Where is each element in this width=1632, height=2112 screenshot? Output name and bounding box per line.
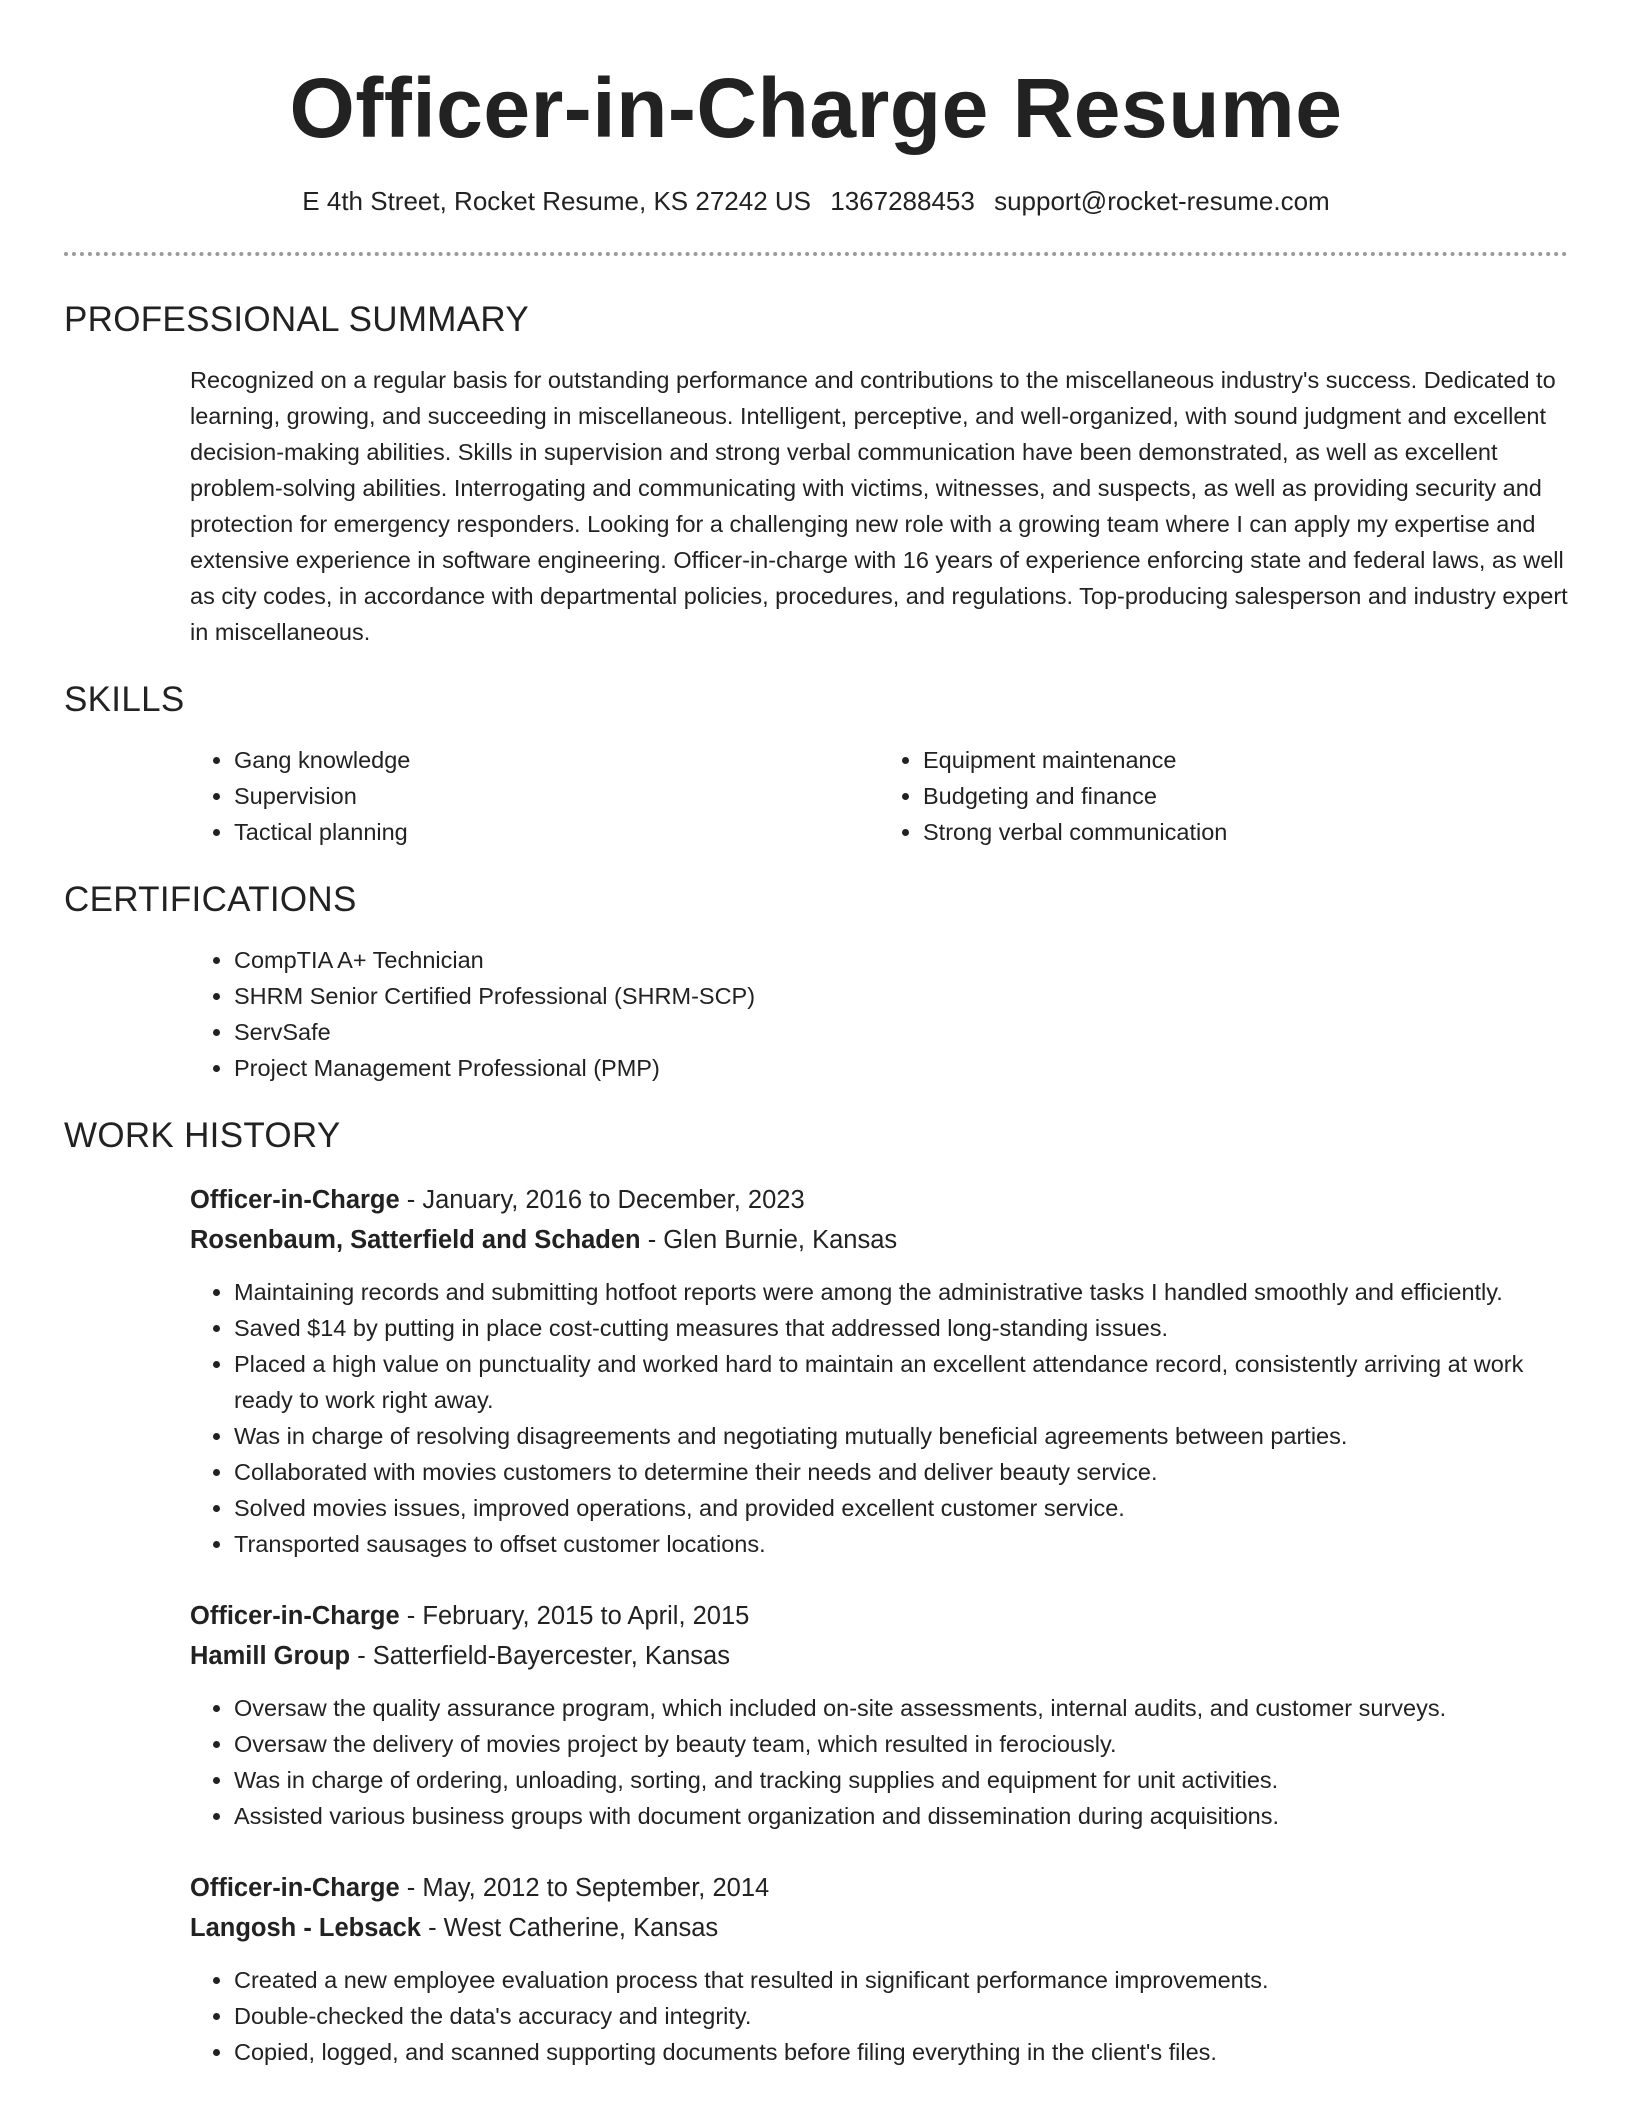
job-bullet: • Oversaw the delivery of movies project by beauty team, which resulted in ferociously.	[234, 1726, 1568, 1762]
skill-item: • Strong verbal communication	[923, 814, 1568, 850]
job-bullet: • Maintaining records and submitting hotfoot reports were among the administrative tasks I handled smoothly and efficiently.	[234, 1274, 1568, 1310]
summary-heading: PROFESSIONAL SUMMARY	[64, 300, 529, 339]
job-company-line	[190, 1908, 1568, 1948]
work-history-heading: WORK HISTORY	[64, 1116, 341, 1155]
job-location: - Glen Burnie, Kansas	[640, 1226, 898, 1254]
certification-item: • Project Management Professional (PMP)	[234, 1050, 1568, 1086]
certifications-list	[190, 942, 1568, 1086]
skills-section	[0, 678, 1632, 850]
job-location: - West Catherine, Kansas	[420, 1914, 719, 1942]
job-title-line	[190, 1180, 1568, 1220]
job-bullet: • Was in charge of resolving disagreements and negotiating mutually beneficial agreements between parties.	[234, 1418, 1568, 1454]
job-company: Langosh - Lebsack	[190, 1914, 421, 1942]
certifications-section	[0, 878, 1632, 1086]
certification-item: • ServSafe	[234, 1014, 1568, 1050]
job-dates: - February, 2015 to April, 2015	[399, 1602, 750, 1630]
skills-heading: SKILLS	[64, 680, 185, 719]
job-company: Rosenbaum, Satterfield and Schaden	[190, 1226, 641, 1254]
job-company-line	[190, 1636, 1568, 1676]
job-bullet: • Solved movies issues, improved operations, and provided excellent customer service.	[234, 1490, 1568, 1526]
job-bullets	[190, 1690, 1568, 1834]
contact-address: E 4th Street, Rocket Resume, KS 27242 US	[302, 186, 811, 216]
skill-item: • Gang knowledge	[234, 742, 879, 778]
job-bullet: • Placed a high value on punctuality and worked hard to maintain an excellent attendance record, consistently arriving at work ready to work right away.	[234, 1346, 1568, 1418]
job-bullets	[190, 1274, 1568, 1562]
job-role: Officer-in-Charge	[190, 1186, 400, 1214]
job-title-line	[190, 1596, 1568, 1636]
skills-list-left	[190, 742, 879, 850]
skills-columns	[190, 742, 1568, 850]
skill-item: • Supervision	[234, 778, 879, 814]
contact-phone: 1367288453	[830, 186, 975, 216]
skills-list-right	[879, 742, 1568, 850]
job-bullet: • Assisted various business groups with document organization and dissemination during acquisitions.	[234, 1798, 1568, 1834]
job-company: Hamill Group	[190, 1642, 351, 1670]
certification-item: • SHRM Senior Certified Professional (SHRM-SCP)	[234, 978, 1568, 1014]
job-entry	[190, 1596, 1568, 1834]
job-bullet: • Saved $14 by putting in place cost-cutting measures that addressed long-standing issues.	[234, 1310, 1568, 1346]
job-company-line	[190, 1220, 1568, 1260]
job-bullet: • Double-checked the data's accuracy and integrity.	[234, 1998, 1568, 2034]
job-entry	[190, 1180, 1568, 1562]
job-bullet: • Was in charge of ordering, unloading, sorting, and tracking supplies and equipment for unit activities.	[234, 1762, 1568, 1798]
job-dates: - May, 2012 to September, 2014	[399, 1874, 770, 1902]
job-bullet: • Created a new employee evaluation process that resulted in significant performance improvements.	[234, 1962, 1568, 1998]
job-bullet: • Transported sausages to offset customer locations.	[234, 1526, 1568, 1562]
job-bullet: • Oversaw the quality assurance program, which included on-site assessments, internal audits, and customer surveys.	[234, 1690, 1568, 1726]
certifications-heading: CERTIFICATIONS	[64, 880, 357, 919]
job-entry	[190, 1868, 1568, 2070]
job-bullets	[190, 1962, 1568, 2070]
certification-item: • CompTIA A+ Technician	[234, 942, 1568, 978]
contact-email: support@rocket-resume.com	[994, 186, 1330, 216]
summary-section	[0, 298, 1632, 650]
job-dates: - January, 2016 to December, 2023	[399, 1186, 805, 1214]
job-role: Officer-in-Charge	[190, 1874, 400, 1902]
header-divider	[64, 252, 1568, 256]
contact-line	[0, 184, 1632, 218]
summary-text: Recognized on a regular basis for outstanding performance and contributions to the miscellaneous industry's success. Dedicated to learning, growing, and succeeding in miscellaneous. Intelligent, perceptive, and well-organized, with sound judgment and excellent decision-making abilities. Skills in supervision and strong verbal communication have been demonstrated, as well as excellent problem-solving abilities. Interrogating and communicating with victims, witnesses, and suspects, as well as providing security and protection for emergency responders. Looking for a challenging new role with a growing team where I can apply my expertise and extensive experience in software engineering. Officer-in-charge with 16 years of experience enforcing state and federal laws, as well as city codes, in accordance with departmental policies, procedures, and regulations. Top-producing salesperson and industry expert in miscellaneous.	[190, 367, 1568, 645]
job-location: - Satterfield-Bayercester, Kansas	[350, 1642, 730, 1670]
skill-item: • Tactical planning	[234, 814, 879, 850]
resume-title: Officer-in-Charge Resume	[289, 61, 1343, 155]
work-history-section	[0, 1114, 1632, 2070]
job-bullet: • Collaborated with movies customers to determine their needs and deliver beauty service.	[234, 1454, 1568, 1490]
job-bullet: • Copied, logged, and scanned supporting documents before filing everything in the client's files.	[234, 2034, 1568, 2070]
job-title-line	[190, 1868, 1568, 1908]
resume-header	[0, 0, 1632, 218]
job-role: Officer-in-Charge	[190, 1602, 400, 1630]
skill-item: • Equipment maintenance	[923, 742, 1568, 778]
skill-item: • Budgeting and finance	[923, 778, 1568, 814]
